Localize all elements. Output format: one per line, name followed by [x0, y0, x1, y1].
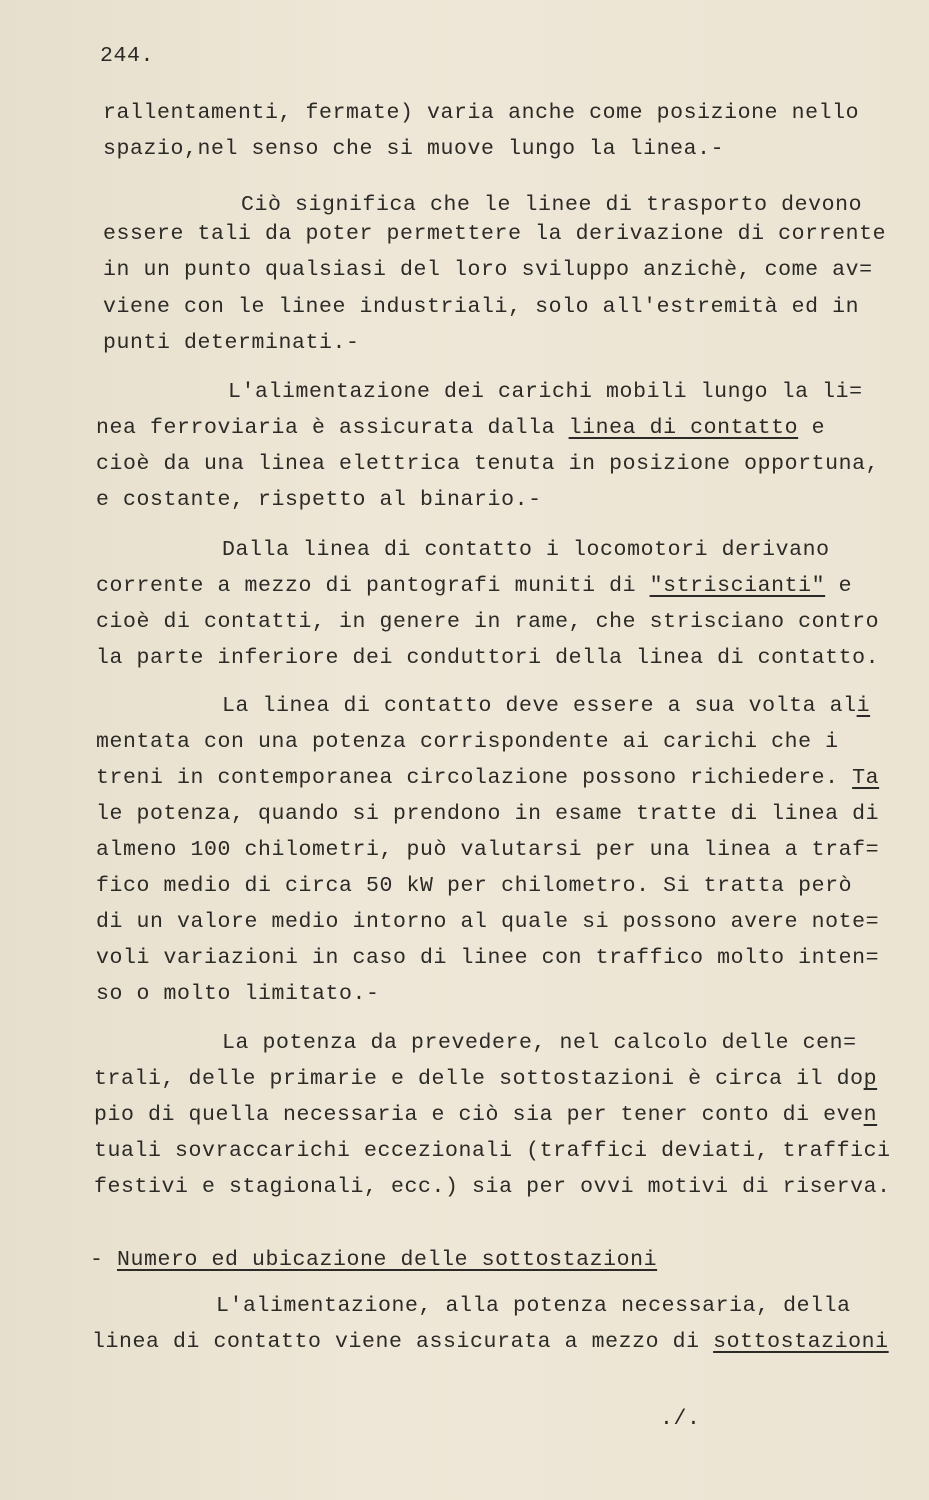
text-segment: e — [825, 574, 853, 598]
hyphen-mark: Ta — [852, 766, 880, 790]
hyphen-mark: n — [863, 1103, 878, 1127]
text-segment: nea ferroviaria è assicurata dalla — [96, 416, 569, 440]
text-segment: e — [798, 416, 826, 440]
page-number: 244. — [100, 44, 155, 68]
text-line: voli variazioni in caso di linee con traffico molto inten= — [96, 946, 880, 970]
text-line — [222, 694, 870, 718]
text-segment: pio di quella necessaria e ciò sia per tener conto di eve — [94, 1103, 864, 1127]
text-line: rallentamenti, fermate) varia anche come posizione nello — [103, 101, 860, 125]
text-line: mentata con una potenza corrispondente ai carichi che i — [96, 730, 839, 754]
text-line: cioè di contatti, in genere in rame, che strisciano contro — [96, 610, 880, 634]
text-segment: - — [90, 1248, 118, 1272]
underlined-term: linea di contatto — [568, 416, 799, 440]
hyphen-mark: p — [863, 1067, 878, 1091]
text-line: L'alimentazione dei carichi mobili lungo la li= — [228, 380, 863, 404]
text-line: Dalla linea di contatto i locomotori derivano — [222, 538, 830, 562]
text-line: essere tali da poter permettere la derivazione di corrente — [103, 222, 887, 246]
text-line: spazio,nel senso che si muove lungo la linea.- — [103, 137, 725, 161]
text-line: e costante, rispetto al binario.- — [96, 488, 542, 512]
text-segment: trali, delle primarie e delle sottostazioni è circa il do — [94, 1067, 864, 1091]
underlined-term: sottostazioni — [713, 1330, 889, 1354]
text-segment: La linea di contatto deve essere a sua volta al — [222, 694, 857, 718]
text-line — [94, 1103, 877, 1127]
text-line: L'alimentazione, alla potenza necessaria, della — [216, 1294, 851, 1318]
text-line: almeno 100 chilometri, può valutarsi per una linea a traf= — [96, 838, 880, 862]
text-line: cioè da una linea elettrica tenuta in posizione opportuna, — [96, 452, 880, 476]
text-line: le potenza, quando si prendono in esame tratte di linea di — [96, 802, 880, 826]
text-line — [94, 1067, 877, 1091]
text-line: Ciò significa che le linee di trasporto devono — [241, 193, 863, 217]
text-line: viene con le linee industriali, solo all'estremità ed in — [103, 295, 860, 319]
underlined-heading: Numero ed ubicazione delle sottostazioni — [117, 1248, 658, 1272]
underlined-term: "striscianti" — [649, 574, 826, 598]
text-line: fico medio di circa 50 kW per chilometro. Si tratta però — [96, 874, 853, 898]
text-line: La potenza da prevedere, nel calcolo delle cen= — [222, 1031, 857, 1055]
text-line: tuali sovraccarichi eccezionali (traffici deviati, traffici — [94, 1139, 891, 1163]
text-segment: treni in contemporanea circolazione possono richiedere. — [96, 766, 853, 790]
continuation-mark: ./. — [660, 1407, 701, 1431]
text-line — [96, 766, 879, 790]
text-line: festivi e stagionali, ecc.) sia per ovvi motivi di riserva. — [94, 1175, 891, 1199]
text-line: punti determinati.- — [103, 331, 360, 355]
text-line: so o molto limitato.- — [96, 982, 380, 1006]
text-line: di un valore medio intorno al quale si possono avere note= — [96, 910, 880, 934]
text-line: in un punto qualsiasi del loro sviluppo anzichè, come av= — [103, 258, 873, 282]
hyphen-mark: i — [856, 694, 871, 718]
text-segment: linea di contatto viene assicurata a mezzo di — [92, 1330, 714, 1354]
text-segment: corrente a mezzo di pantografi muniti di — [96, 574, 650, 598]
section-heading — [90, 1248, 657, 1272]
text-line — [96, 416, 825, 440]
text-line — [96, 574, 852, 598]
text-line: la parte inferiore dei conduttori della linea di contatto. — [96, 646, 880, 670]
text-line — [92, 1330, 889, 1354]
